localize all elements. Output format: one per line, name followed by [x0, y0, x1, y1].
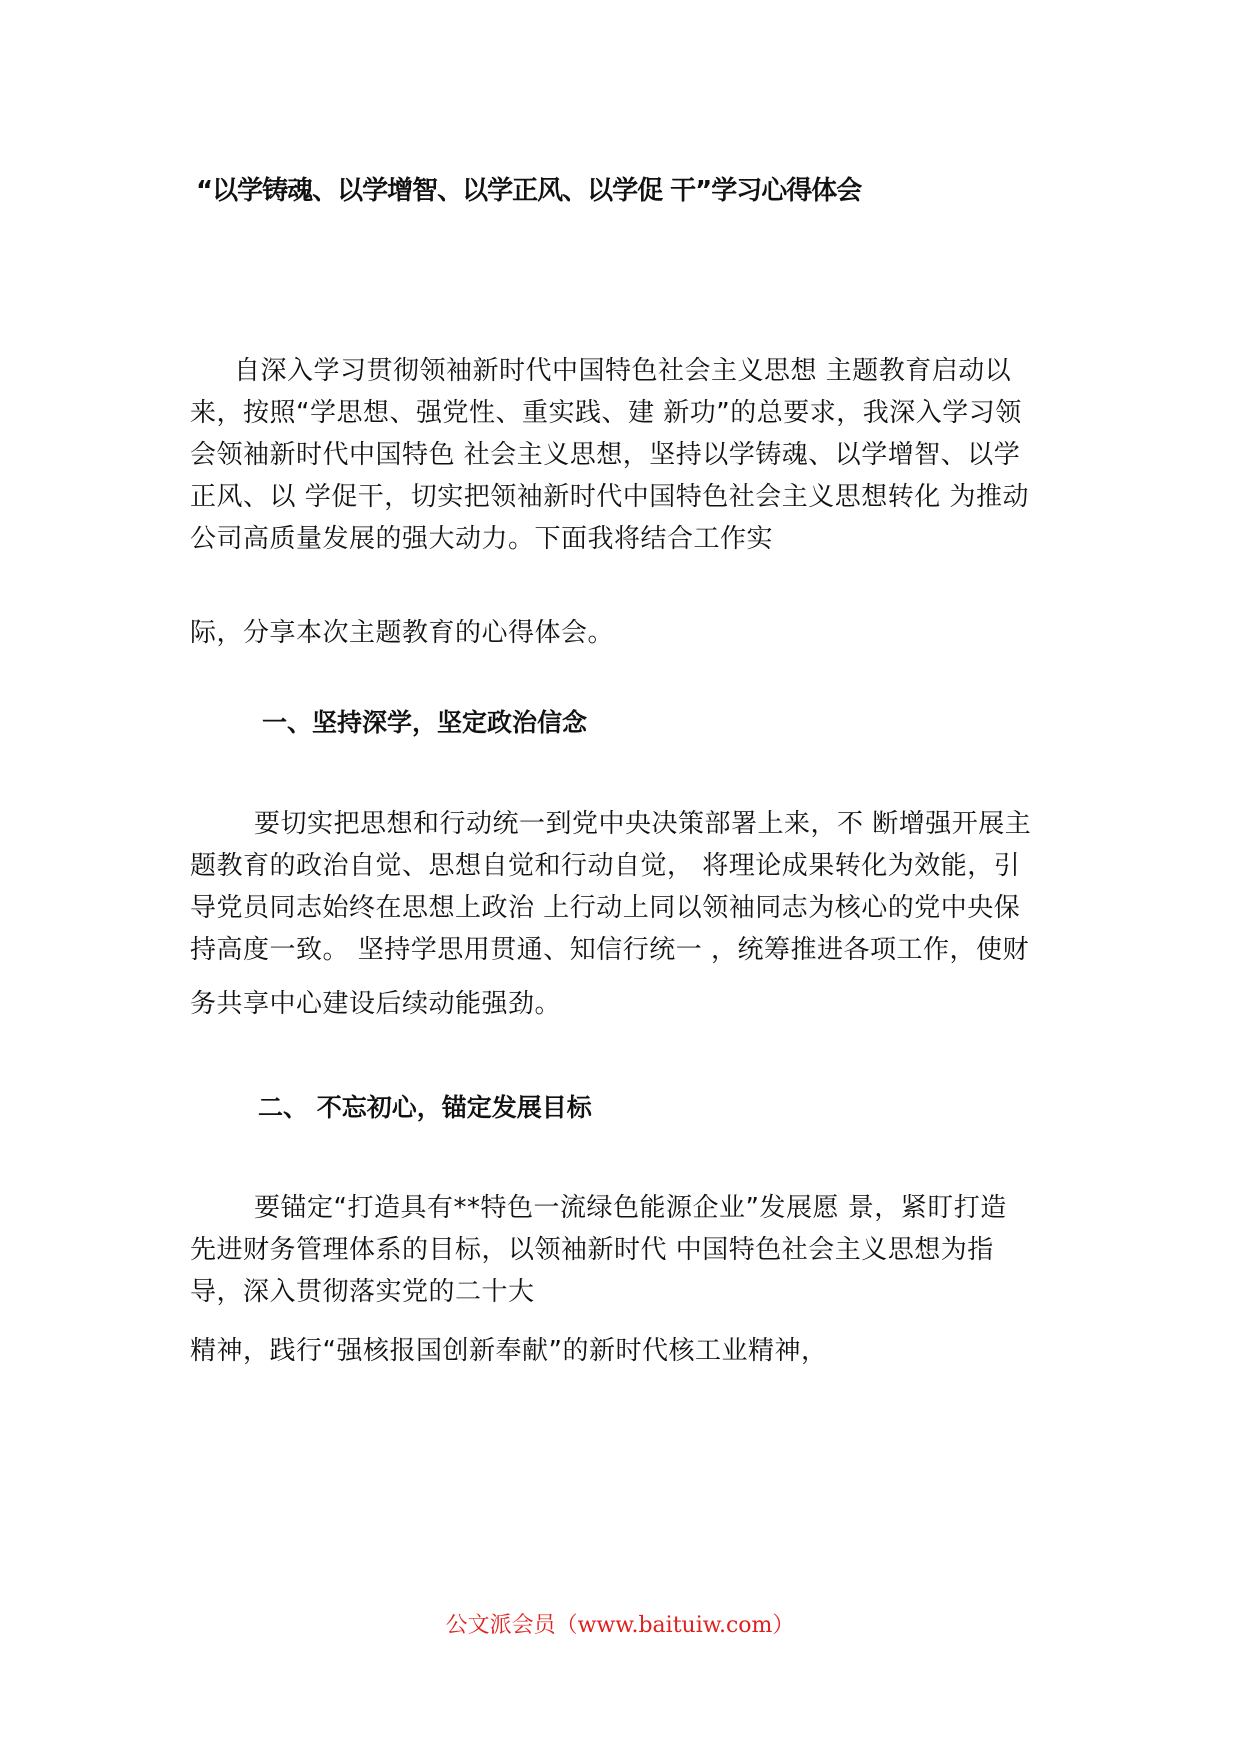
intro-last-line — [190, 612, 1060, 654]
section-1-line-1: 要切实把思想和行动统一到党中央决策部署上来，不 断增强开展主 — [254, 809, 1032, 839]
intro-paragraph — [190, 350, 1060, 560]
footer-watermark — [0, 1610, 1240, 1642]
intro-line-6: 际，分享本次主题教育的心得体会。 — [190, 618, 615, 648]
section-2-line-1: 要锚定“打造具有**特色一流绿色能源企业”发展愿 景，紧盯打造 — [254, 1193, 1007, 1223]
section-2-line-4: 精神，践行“强核报国创新奉献”的新时代核工业精神， — [190, 1336, 828, 1366]
intro-line-5: 公司高质量发展的强大动力。下面我将结合工作实 — [190, 524, 774, 554]
intro-line-1: 自深入学习贯彻领袖新时代中国特色社会主义思想 主题教育启动以 — [234, 356, 1012, 386]
section-2-paragraph — [190, 1187, 1060, 1313]
section-1-line-5: 务共享中心建设后续动能强劲。 — [190, 989, 562, 1019]
section-1-last-line — [190, 983, 1060, 1025]
section-1-line-4: 持高度一致。 坚持学思用贯通、知信行统一 ，统筹推进各项工作，使财 — [190, 935, 1030, 965]
footer-brand: 公文派会员 — [445, 1613, 556, 1638]
section-1-paragraph — [190, 803, 1060, 971]
footer-url[interactable]: （www.baituiw.com） — [555, 1613, 795, 1638]
section-2-last-line — [190, 1330, 1060, 1372]
document-title: “以学铸魂、以学增智、以学正风、以学促 干”学习心得体会 — [196, 176, 862, 206]
section-2-line-2: 先进财务管理体系的目标，以领袖新时代 中国特色社会主义思想为指 — [190, 1235, 994, 1265]
intro-line-2: 来，按照“学思想、强党性、重实践、建 新功”的总要求，我深入学习领 — [190, 398, 1022, 428]
section-2-heading: 二、 不忘初心，锚定发展目标 — [258, 1093, 592, 1122]
section-2-line-3: 导，深入贯彻落实党的二十大 — [190, 1277, 535, 1307]
section-1-line-2: 题教育的政治自觉、思想自觉和行动自觉， 将理论成果转化为效能，引 — [190, 851, 1021, 881]
intro-line-3: 会领袖新时代中国特色 社会主义思想，坚持以学铸魂、以学增智、以学 — [190, 440, 1021, 470]
section-1-heading: 一、坚持深学，坚定政治信念 — [262, 708, 588, 737]
intro-line-4: 正风、以 学促干，切实把领袖新时代中国特色社会主义思想转化 为推动 — [190, 482, 1030, 512]
section-1-line-3: 导党员同志始终在思想上政治 上行动上同以领袖同志为核心的党中央保 — [190, 893, 1021, 923]
